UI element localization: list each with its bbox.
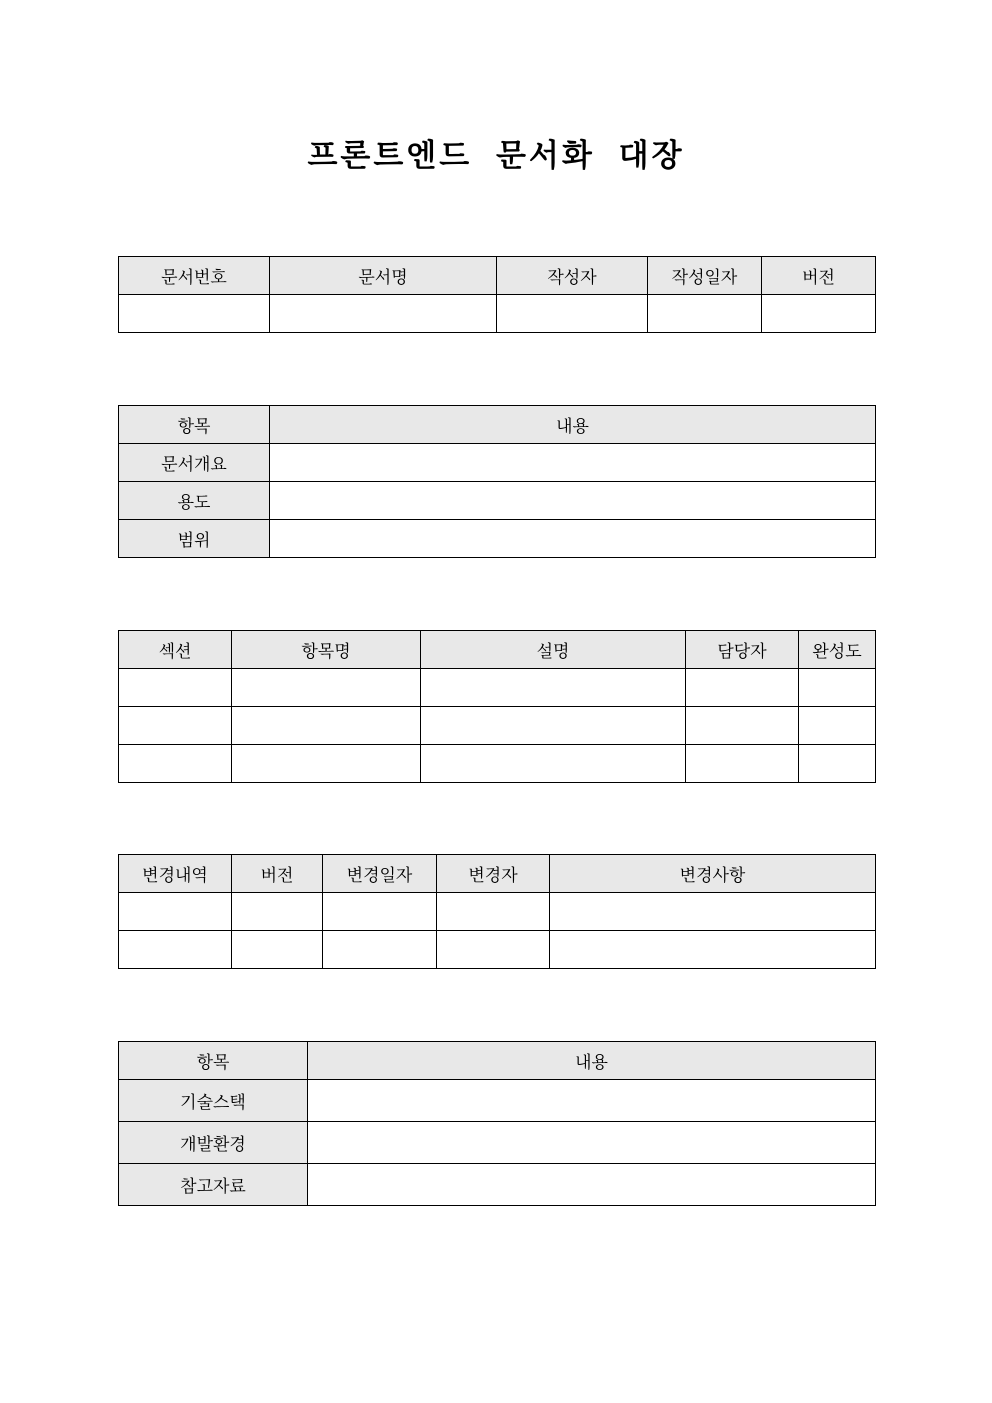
header-description: 설명 [421,631,686,669]
row-label-tech-stack: 기술스택 [119,1080,308,1122]
cell-completion[interactable] [799,707,876,745]
header-changer: 변경자 [437,855,550,893]
table-row [119,931,876,969]
cell-references-value[interactable] [308,1164,876,1206]
row-label-purpose: 용도 [119,482,270,520]
sections-table [118,630,876,783]
cell-scope-value[interactable] [270,520,876,558]
cell-dev-env-value[interactable] [308,1122,876,1164]
cell-section[interactable] [119,707,232,745]
cell-item-name[interactable] [232,745,421,783]
cell-version[interactable] [762,295,876,333]
header-change-date: 변경일자 [323,855,437,893]
table-row [119,295,876,333]
table-row [119,444,876,482]
table-row [119,482,876,520]
cell-item-name[interactable] [232,707,421,745]
header-change-record: 변경내역 [119,855,232,893]
cell-completion[interactable] [799,745,876,783]
cell-item-name[interactable] [232,669,421,707]
table-row [119,1164,876,1206]
header-doc-name: 문서명 [270,257,497,295]
table-header-row [119,1042,876,1080]
cell-owner[interactable] [686,669,799,707]
header-doc-number: 문서번호 [119,257,270,295]
row-label-scope: 범위 [119,520,270,558]
header-content: 내용 [270,406,876,444]
document-info-table [118,256,876,333]
table-header-row [119,855,876,893]
cell-date[interactable] [648,295,762,333]
cell-version[interactable] [232,931,323,969]
cell-description[interactable] [421,707,686,745]
header-item: 항목 [119,406,270,444]
table-header-row [119,406,876,444]
header-item-name: 항목명 [232,631,421,669]
row-label-references: 참고자료 [119,1164,308,1206]
change-history-table [118,854,876,969]
header-version: 버전 [762,257,876,295]
page-title: 프론트엔드 문서화 대장 [307,138,685,174]
table-row [119,893,876,931]
header-section: 섹션 [119,631,232,669]
cell-author[interactable] [497,295,648,333]
cell-doc-name[interactable] [270,295,497,333]
table-header-row [119,257,876,295]
cell-purpose-value[interactable] [270,482,876,520]
cell-description[interactable] [421,745,686,783]
cell-change-details[interactable] [550,931,876,969]
table-row [119,520,876,558]
header-date: 작성일자 [648,257,762,295]
row-label-overview: 문서개요 [119,444,270,482]
cell-tech-stack-value[interactable] [308,1080,876,1122]
table-row [119,669,876,707]
cell-owner[interactable] [686,745,799,783]
row-label-dev-env: 개발환경 [119,1122,308,1164]
cell-change-date[interactable] [323,893,437,931]
cell-changer[interactable] [437,931,550,969]
cell-change-details[interactable] [550,893,876,931]
table-row [119,707,876,745]
header-version: 버전 [232,855,323,893]
cell-changer[interactable] [437,893,550,931]
cell-section[interactable] [119,669,232,707]
cell-description[interactable] [421,669,686,707]
table-row [119,1080,876,1122]
header-completion: 완성도 [799,631,876,669]
overview-table [118,405,876,558]
table-row [119,745,876,783]
cell-completion[interactable] [799,669,876,707]
header-author: 작성자 [497,257,648,295]
cell-change-date[interactable] [323,931,437,969]
header-change-details: 변경사항 [550,855,876,893]
cell-section[interactable] [119,745,232,783]
cell-change-record[interactable] [119,893,232,931]
cell-overview-value[interactable] [270,444,876,482]
cell-version[interactable] [232,893,323,931]
cell-doc-number[interactable] [119,295,270,333]
cell-change-record[interactable] [119,931,232,969]
table-row [119,1122,876,1164]
tech-info-table [118,1041,876,1206]
cell-owner[interactable] [686,707,799,745]
header-item: 항목 [119,1042,308,1080]
header-owner: 담당자 [686,631,799,669]
table-header-row [119,631,876,669]
header-content: 내용 [308,1042,876,1080]
